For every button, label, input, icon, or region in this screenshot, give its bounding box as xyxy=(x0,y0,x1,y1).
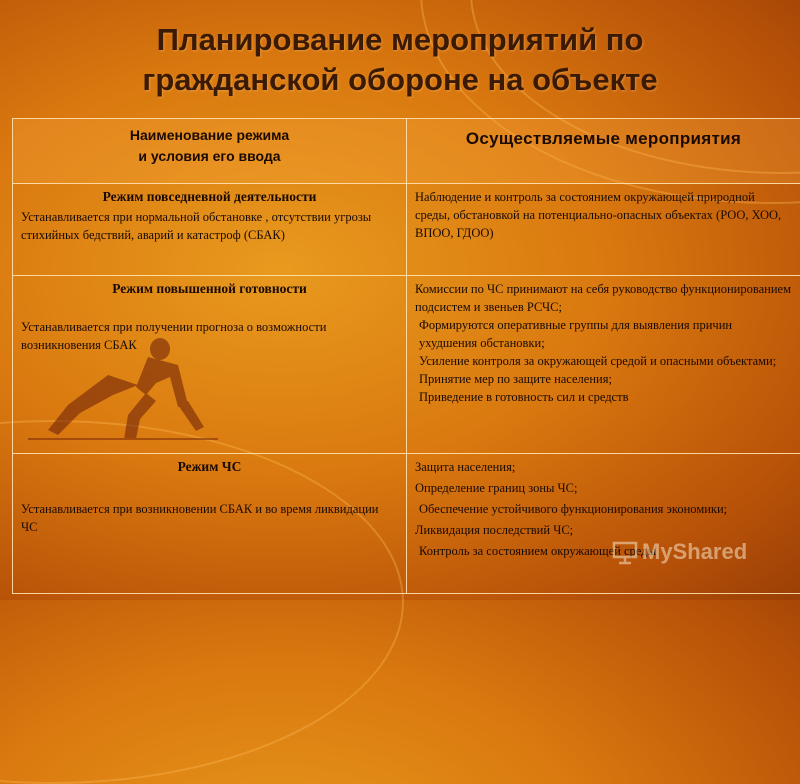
measures-cell xyxy=(407,276,800,454)
measure-item: Формируются оперативные группы для выявления причин ухудшения обстановки; xyxy=(415,316,792,352)
measure-item: Обеспечение устойчивого функционирования экономики; xyxy=(415,500,792,518)
watermark-logo xyxy=(612,538,747,566)
mode-title: Режим ЧС xyxy=(21,458,398,476)
measure-item: Принятие мер по защите населения; xyxy=(415,370,792,388)
table-header-row xyxy=(13,119,800,184)
measures-cell xyxy=(407,454,800,594)
measure-item: Усиление контроля за окружающей средой и опасными объектами; xyxy=(415,352,792,370)
measure-item: Наблюдение и контроль за состоянием окружающей природной среды, обстановкой на потенциально-опасных объектах (РОО, ХОО, ВПОО, ГДОО) xyxy=(415,188,792,242)
slide-title-line1: Планирование мероприятий по xyxy=(0,20,800,60)
measures-cell xyxy=(407,184,800,276)
slide-title-line2: гражданской обороне на объекте xyxy=(0,60,800,100)
measure-item: Определение границ зоны ЧС; xyxy=(415,479,792,497)
header-col1-line1: Наименование режима xyxy=(14,125,405,146)
mode-cell xyxy=(13,276,407,454)
mode-cell xyxy=(13,184,407,276)
measure-item: Приведение в готовность сил и средств xyxy=(415,388,792,406)
table-row-daily-mode xyxy=(13,184,800,276)
watermark-text: MyShared xyxy=(642,539,747,565)
mode-condition: Устанавливается при получении прогноза о возможности возникновения СБАК xyxy=(21,318,398,354)
table-row-high-alert-mode xyxy=(13,276,800,454)
header-measures: Осуществляемые мероприятия xyxy=(407,119,800,184)
slide-title xyxy=(0,20,800,100)
presentation-icon xyxy=(612,539,638,565)
mode-title: Режим повседневной деятельности xyxy=(21,188,398,206)
measure-item: Ликвидация последствий ЧС; xyxy=(415,521,792,539)
measure-item: Комиссии по ЧС принимают на себя руководство функционированием подсистем и звеньев РСЧС; xyxy=(415,280,792,316)
measure-item: Контроль за состоянием окружающей среды xyxy=(415,542,792,560)
measure-item: Защита населения; xyxy=(415,458,792,476)
mode-title: Режим повышенной готовности xyxy=(21,280,398,298)
header-mode-and-conditions xyxy=(13,119,407,184)
mode-condition: Устанавливается при нормальной обстановке , отсутствии угрозы стихийных бедствий, аварий и катастроф (СБАК) xyxy=(21,208,398,244)
mode-cell xyxy=(13,454,407,594)
measures-table xyxy=(12,118,800,594)
mode-condition: Устанавливается при возникновении СБАК и во время ликвидации ЧС xyxy=(21,500,398,536)
header-col1-line2: и условия его ввода xyxy=(14,146,405,167)
table-row-emergency-mode xyxy=(13,454,800,594)
